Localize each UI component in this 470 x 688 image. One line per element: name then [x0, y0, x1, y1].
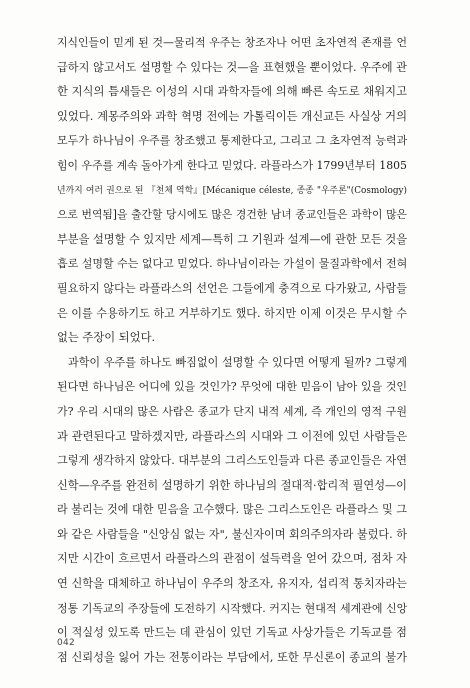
text-line: 힘이 우주를 계속 돌아가게 한다고 믿었다. 라플라스가 1799년부터 1805	[57, 158, 407, 172]
text-line: 없는 주장이 되었다.	[57, 331, 156, 345]
text-line: 흡로 설명할 수는 없다고 믿었다. 하나님이라는 가설이 물질과학에서 전혀	[57, 257, 408, 271]
text-line: 있었다. 계몽주의와 과학 혁명 전에는 가톨릭이든 개신교든 사실상 거의	[57, 109, 407, 123]
text-line: 가? 우리 시대의 많은 사람은 종교가 단지 내적 세계, 즉 개인의 영적 구원	[57, 404, 407, 418]
text-line: 정통 기독교의 주장들에 도전하기 시작했다. 커지는 현대적 세계관에 신앙	[57, 601, 408, 615]
text-line: 점 신뢰성을 잃어 가는 전통이라는 부담에서, 또한 무신론이 종교의 불가	[57, 650, 407, 664]
body-text	[57, 31, 407, 670]
text-line: 이 적실성 있도록 만드는 데 관심이 있던 기독교 사상가들은 기독교를 점	[57, 626, 407, 640]
text-line: 지식인들이 믿게 된 것—물리적 우주는 창조자나 어떤 초자연적 존재를 언	[57, 36, 407, 49]
text-line: 부분을 설명할 수 있지만 세계—특히 그 기원과 설계—에 관한 모든 것을	[57, 232, 407, 246]
text-line: 으로 번역됨]을 출간할 당시에도 많은 경건한 남녀 종교인들은 과학이 많은	[57, 208, 407, 222]
paragraph-2	[57, 351, 407, 671]
text-line: 된다면 하나님은 어디에 있을 것인가? 무엇에 대한 믿음이 남아 있을 것인	[57, 380, 407, 394]
text-line: 년까지 여러 권으로 된 『천체 역학』[Mécanique céleste, 종종 "우주론"(Cosmology)	[57, 185, 407, 196]
text-line: 신학—우주를 완전히 설명하기 위한 하나님의 절대적·합리적 필연성—이	[57, 478, 407, 492]
text-line: 그렇게 생각하지 않았다. 대부분의 그리스도인들과 다른 종교인들은 자연	[57, 454, 407, 468]
text-line: 라 불리는 것에 대한 믿음을 고수했다. 많은 그리스도인은 라플라스 및 그	[57, 503, 407, 517]
text-line: 급하지 않고서도 설명할 수 있다는 것—을 표현했을 뿐이었다. 우주에 관	[57, 60, 407, 74]
text-line: 한 지식의 틈새들은 이성의 시대 과학자들에 의해 빠른 속도로 채워지고	[57, 85, 407, 99]
text-line: 지만 시간이 흐르면서 라플라스의 관점이 설득력을 얻어 갔으며, 점차 자	[57, 552, 407, 566]
page-number: 042	[57, 638, 76, 648]
text-line: 과학이 우주를 하나도 빠짐없이 설명할 수 있다면 어떻게 될까? 그렇게	[68, 355, 407, 369]
paragraph-1	[57, 31, 407, 351]
text-line: 연 신학을 대체하고 하나님이 우주의 창조자, 유지자, 섭리적 통치자라는	[57, 577, 407, 591]
text-line: 모두가 하나님이 우주를 창조했고 통제한다고, 그리고 그 초자연적 능력과	[57, 134, 408, 148]
text-line: 와 같은 사람들을 "신앙심 없는 자", 불신자이며 회의주의자라 불렀다. 하	[57, 527, 407, 541]
text-line: 필요하지 않다는 라플라스의 선언은 그들에게 충격으로 다가왔고, 사람들	[57, 281, 407, 295]
text-line: 은 이를 수용하기도 하고 거부하기도 했다. 하지만 이제 이것은 무시할 수	[57, 306, 407, 320]
text-line: 과 관련된다고 말하겠지만, 라플라스의 시대와 그 이전에 있던 사람들은	[57, 429, 407, 443]
